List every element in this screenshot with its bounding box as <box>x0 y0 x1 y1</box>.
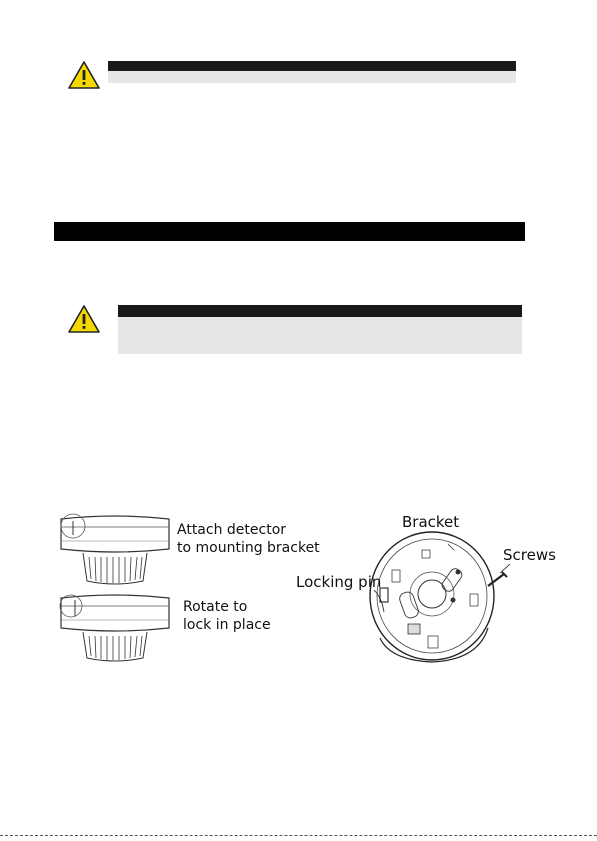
detector-rotate-illustration <box>55 592 175 664</box>
section-header-bar <box>54 222 525 241</box>
detector-attach-illustration <box>55 513 175 588</box>
warning-2-header-bar <box>118 305 522 317</box>
step1-caption-line1: Attach detector <box>177 522 287 538</box>
warning-2-body <box>118 317 522 354</box>
warning-triangle-icon <box>68 305 100 333</box>
warning-triangle-icon <box>68 61 100 89</box>
locking-pin-leader-line <box>370 588 390 616</box>
screws-label: Screws <box>503 546 556 564</box>
screws-leader-line <box>484 563 514 579</box>
page-bottom-border <box>0 835 597 836</box>
warning-1-body <box>108 71 516 83</box>
step2-caption-line2: lock in place <box>183 617 271 633</box>
locking-pin-label: Locking pin <box>296 573 382 591</box>
step2-caption-line1: Rotate to <box>183 599 248 615</box>
bracket-label: Bracket <box>402 513 460 531</box>
step1-caption-line2: to mounting bracket <box>177 540 320 556</box>
warning-1-header-bar <box>108 61 516 71</box>
